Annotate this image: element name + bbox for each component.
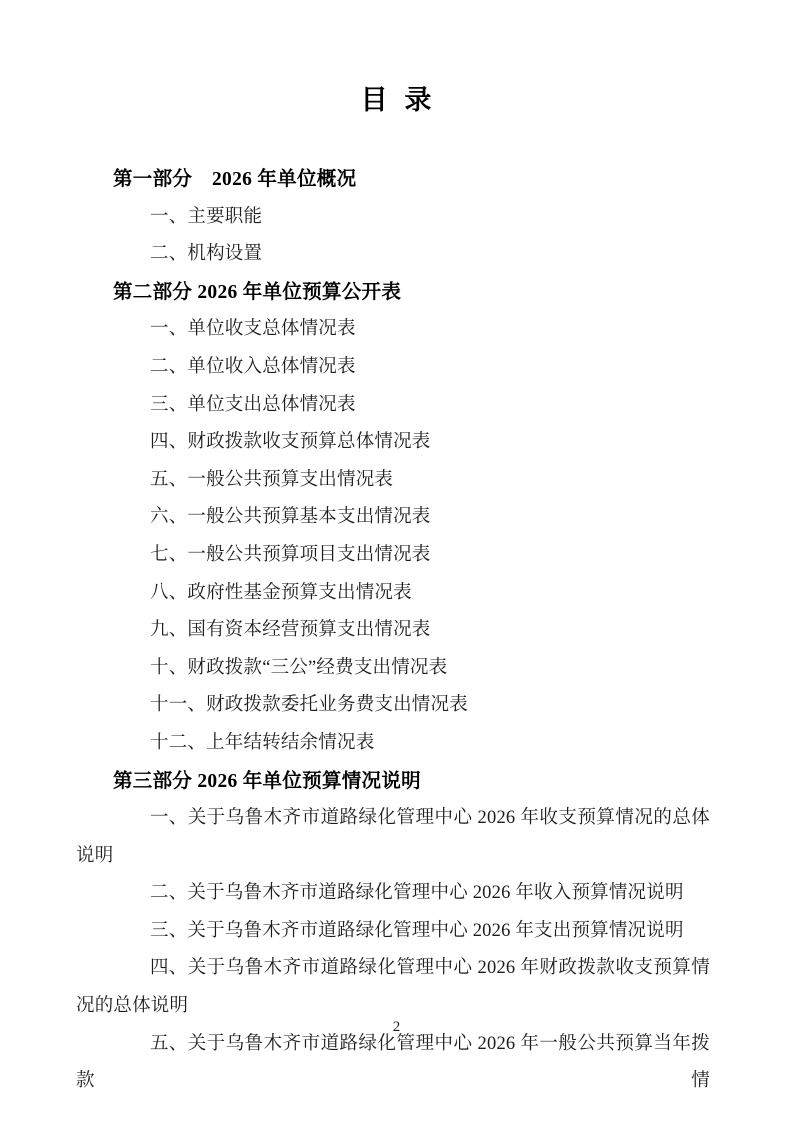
toc-item-label: 关于乌鲁木齐市道路绿化管理中心 2026 年收支预算情况的总体说明	[76, 808, 710, 866]
toc-item-label: 上年结转结余情况表	[206, 732, 375, 753]
toc-item	[76, 913, 710, 951]
toc-item-number: 一、	[150, 206, 188, 227]
toc-item	[76, 875, 710, 913]
toc-item-number: 四、	[150, 432, 188, 453]
section-heading: 第一部分 2026 年单位概况	[113, 169, 357, 190]
toc-item-number: 三、	[150, 920, 188, 941]
toc-item-label: 单位收支总体情况表	[187, 319, 356, 340]
toc-item-label: 单位支出总体情况表	[187, 394, 356, 415]
toc-item	[76, 800, 710, 875]
section-heading: 第二部分 2026 年单位预算公开表	[113, 281, 402, 303]
toc-item-number: 七、	[150, 544, 188, 565]
toc-item	[76, 650, 710, 688]
toc-item-label: 关于乌鲁木齐市道路绿化管理中心 2026 年收入预算情况说明	[187, 883, 684, 904]
toc-item-number: 十、	[150, 657, 188, 678]
toc-item-number: 九、	[150, 620, 188, 641]
toc-item-number: 六、	[150, 507, 188, 528]
toc-item-number: 一、	[150, 808, 188, 829]
toc-item	[76, 462, 710, 500]
toc-item-number: 一、	[150, 319, 188, 340]
toc-item-label: 主要职能	[187, 206, 263, 227]
toc-item-label: 关于乌鲁木齐市道路绿化管理中心 2026 年财政拨款收支预算情况的总体说明	[76, 958, 710, 1017]
toc-item-label: 财政拨款收支预算总体情况表	[187, 432, 431, 453]
section-heading: 第三部分 2026 年单位预算情况说明	[113, 770, 421, 792]
toc-item-label: 财政拨款“三公”经费支出情况表	[187, 657, 448, 678]
toc-item-label: 一般公共预算基本支出情况表	[187, 507, 431, 528]
toc-item	[76, 424, 710, 462]
toc-item	[76, 687, 710, 725]
toc-item	[76, 950, 710, 1025]
toc-item	[76, 1026, 710, 1101]
toc-item-number: 四、	[150, 958, 188, 979]
toc-item-number: 二、	[150, 244, 188, 265]
page-number: 2	[392, 1019, 401, 1035]
toc-item-label: 国有资本经营预算支出情况表	[187, 620, 431, 641]
toc-section-budget-notes	[76, 763, 710, 1101]
toc-item-number: 五、	[150, 1033, 188, 1054]
toc-item-label: 关于乌鲁木齐市道路绿化管理中心 2026 年支出预算情况说明	[187, 920, 684, 941]
toc-item	[76, 349, 710, 387]
toc-item-label: 一般公共预算支出情况表	[187, 469, 394, 490]
toc-item-label: 机构设置	[187, 244, 263, 265]
toc-section-unit-overview	[76, 161, 710, 274]
toc-item-label: 政府性基金预算支出情况表	[187, 582, 412, 603]
toc-item	[76, 199, 710, 237]
toc-section-budget-tables	[76, 274, 710, 763]
toc-item	[76, 311, 710, 349]
toc-item	[76, 236, 710, 274]
toc-item-number: 二、	[150, 356, 188, 377]
toc-item-label: 财政拨款委托业务费支出情况表	[206, 695, 468, 716]
table-of-contents	[76, 161, 710, 1101]
toc-item-number: 十一、	[150, 695, 207, 716]
toc-item-label: 一般公共预算项目支出情况表	[187, 544, 431, 565]
toc-item	[76, 575, 710, 613]
toc-item-number: 二、	[150, 883, 188, 904]
toc-item	[76, 499, 710, 537]
page-title: 目 录	[360, 85, 433, 115]
toc-item-label: 关于乌鲁木齐市道路绿化管理中心 2026 年一般公共预算当年拨款情	[76, 1033, 710, 1092]
toc-item-number: 十二、	[150, 732, 207, 753]
toc-item-number: 三、	[150, 394, 188, 415]
toc-item	[76, 537, 710, 575]
toc-item	[76, 387, 710, 425]
toc-item	[76, 612, 710, 650]
toc-item	[76, 725, 710, 763]
toc-item-number: 八、	[150, 582, 188, 603]
toc-item-number: 五、	[150, 469, 188, 490]
toc-item-label: 单位收入总体情况表	[187, 356, 356, 377]
